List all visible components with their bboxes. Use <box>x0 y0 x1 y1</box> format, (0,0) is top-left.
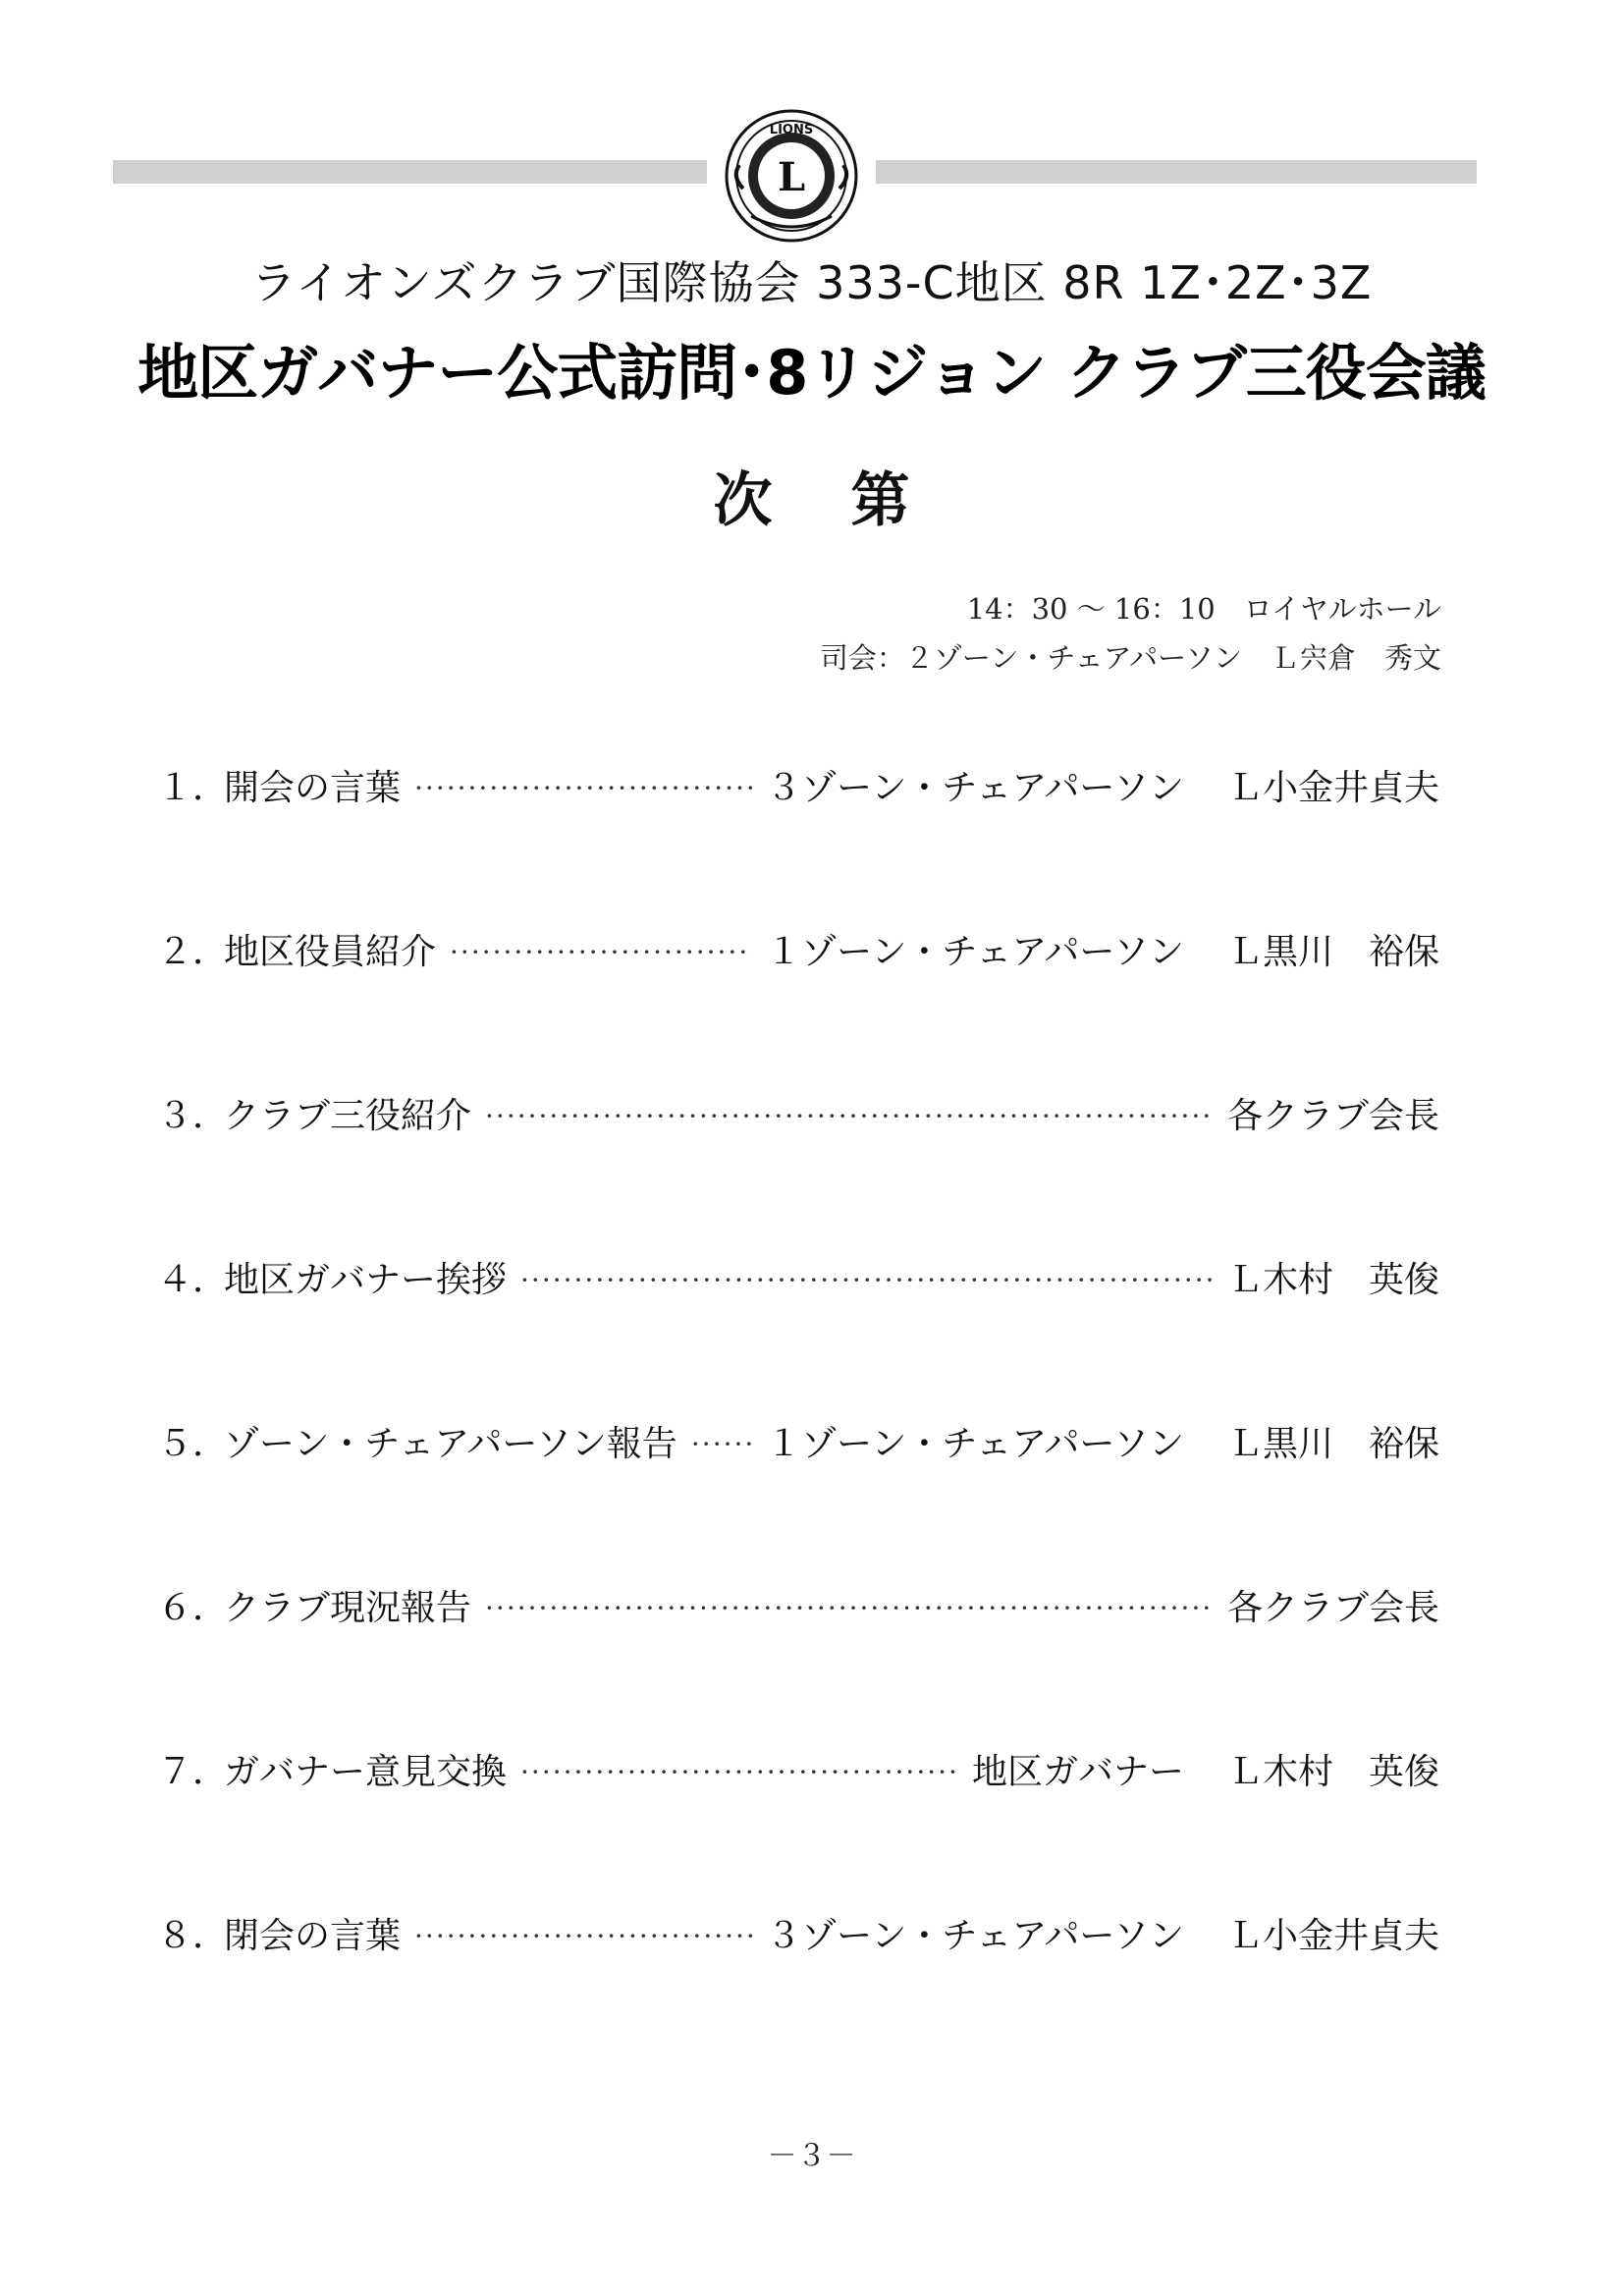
agenda-item-label: クラブ三役紹介 <box>224 1096 472 1136</box>
agenda-item-person: Ｌ小金井貞夫 <box>1227 1916 1440 1956</box>
agenda-item-person: Ｌ黒川 裕保 <box>1227 1424 1440 1464</box>
agenda-item-person: Ｌ小金井貞夫 <box>1227 768 1440 808</box>
organization-line: ライオンズクラブ国際協会 333-C地区 8R 1Z･2Z･3Z <box>250 256 1373 309</box>
agenda-item-label: クラブ現況報告 <box>224 1588 472 1628</box>
page-number: －３－ <box>767 2139 856 2173</box>
agenda-item <box>157 1909 1448 2073</box>
agenda-item-person: Ｌ木村 英俊 <box>1227 1752 1440 1792</box>
agenda-item-role: １ゾーン・チェアパーソン <box>766 1424 1184 1464</box>
agenda-item-label: 閉会の言葉 <box>224 1916 402 1956</box>
agenda-item <box>157 1253 1448 1417</box>
agenda-item-label: ゾーン・チェアパーソン報告 <box>224 1424 677 1464</box>
page-title: 地区ガバナー公式訪問･8リジョン クラブ三役会議 <box>137 337 1486 409</box>
agenda-item <box>157 1581 1448 1745</box>
agenda-item-number: ７． <box>157 1752 229 1792</box>
agenda-item-person: 各クラブ会長 <box>1227 1588 1440 1628</box>
master-of-ceremonies: 司会：２ゾーン・チェアパーソン Ｌ宍倉 秀文 <box>819 641 1441 675</box>
logo-text: LIONS <box>769 123 814 137</box>
agenda-item-number: １． <box>157 768 229 808</box>
agenda-list <box>157 761 1448 2073</box>
agenda-item-person: Ｌ黒川 裕保 <box>1227 932 1440 972</box>
agenda-item-label: 地区ガバナー挨拶 <box>224 1260 508 1300</box>
agenda-item-person: 各クラブ会長 <box>1227 1096 1440 1136</box>
agenda-item-role: ３ゾーン・チェアパーソン <box>766 768 1184 808</box>
leader-dots <box>520 1745 958 1800</box>
agenda-item-number: ８． <box>157 1916 229 1956</box>
leader-dots <box>450 925 752 980</box>
logo-letter: L <box>777 154 806 200</box>
lions-international-emblem-icon <box>722 106 861 246</box>
leader-dots <box>414 1909 752 1964</box>
leader-dots <box>485 1581 1214 1636</box>
agenda-item-number: ６． <box>157 1588 229 1628</box>
agenda-item <box>157 925 1448 1089</box>
agenda-item <box>157 1745 1448 1909</box>
agenda-item <box>157 1417 1448 1581</box>
agenda-item-role: １ゾーン・チェアパーソン <box>766 932 1184 972</box>
agenda-item-number: ３． <box>157 1096 229 1136</box>
agenda-item-label: 地区役員紹介 <box>224 932 437 972</box>
agenda-item-number: ４． <box>157 1260 229 1300</box>
agenda-item-number: ５． <box>157 1424 229 1464</box>
agenda-item-role: 地区ガバナー <box>971 1752 1184 1792</box>
agenda-item-role: ３ゾーン・チェアパーソン <box>766 1916 1184 1956</box>
leader-dots <box>414 761 752 816</box>
agenda-item <box>157 761 1448 925</box>
leader-dots <box>520 1253 1214 1308</box>
leader-dots <box>691 1417 752 1472</box>
agenda-item-person: Ｌ木村 英俊 <box>1227 1260 1440 1300</box>
agenda-item-label: ガバナー意見交換 <box>224 1752 508 1792</box>
agenda-heading: 次第 <box>713 466 989 535</box>
header-rule-left <box>113 160 707 184</box>
agenda-item <box>157 1089 1448 1253</box>
agenda-item-number: ２． <box>157 932 229 972</box>
header-rule-right <box>876 160 1477 184</box>
time-venue: 14：30 ～ 16：10 ロイヤルホール <box>966 592 1441 626</box>
agenda-item-label: 開会の言葉 <box>224 768 402 808</box>
leader-dots <box>485 1089 1214 1144</box>
